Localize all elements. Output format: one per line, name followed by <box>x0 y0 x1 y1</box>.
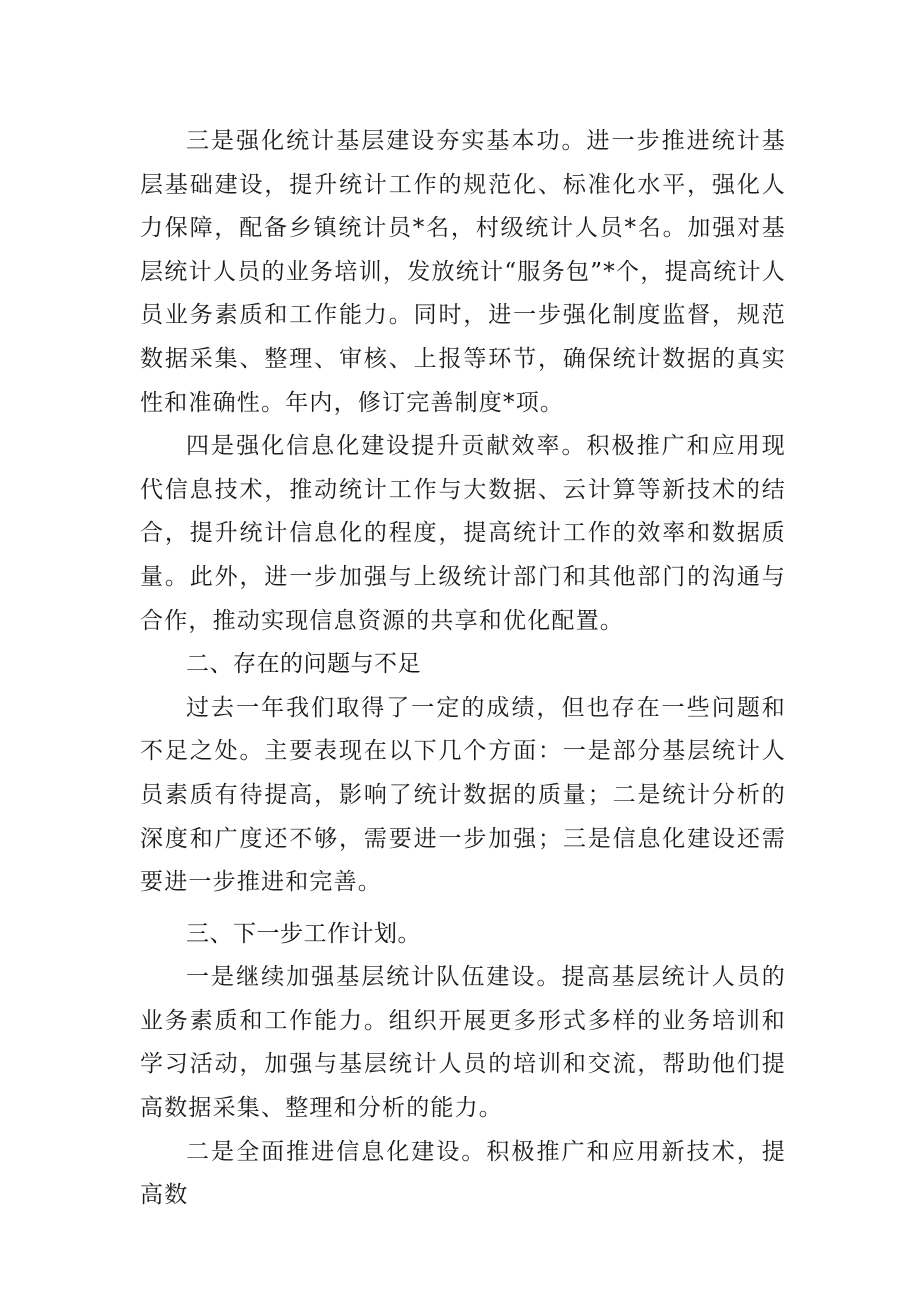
paragraph-problems: 过去一年我们取得了一定的成绩，但也存在一些问题和不足之处。主要表现在以下几个方面：一是部分基层统计人员素质有待提高，影响了统计数据的质量；二是统计分析的深度和广度还不够，需要进一步加强；三是信息化建设还需要进一步推进和完善。 <box>140 694 786 896</box>
section-heading-problems: 二、存在的问题与不足 <box>186 651 421 678</box>
paragraph-team-building: 一是继续加强基层统计队伍建设。提高基层统计人员的业务素质和工作能力。组织开展更多形式多样的业务培训和学习活动，加强与基层统计人员的培训和交流，帮助他们提高数据采集、整理和分析的能力。 <box>140 964 786 1122</box>
document-body <box>140 120 786 1218</box>
paragraph-informatization-plan: 二是全面推进信息化建设。积极推广和应用新技术，提高数 <box>140 1138 786 1209</box>
paragraph-informatization: 四是强化信息化建设提升贡献效率。积极推广和应用现代信息技术，推动统计工作与大数据、云计算等新技术的结合，提升统计信息化的程度，提高统计工作的效率和数据质量。此外，进一步加强与上级统计部门和其他部门的沟通与合作，推动实现信息资源的共享和优化配置。 <box>140 433 786 634</box>
paragraph-grassroots-construction: 三是强化统计基层建设夯实基本功。进一步推进统计基层基础建设，提升统计工作的规范化、标准化水平，强化人力保障，配备乡镇统计员*名，村级统计人员*名。加强对基层统计人员的业务培训，发放统计“服务包”*个，提高统计人员业务素质和工作能力。同时，进一步强化制度监督，规范数据采集、整理、审核、上报等环节，确保统计数据的真实性和准确性。年内，修订完善制度*项。 <box>140 128 786 416</box>
section-heading-next-plan: 三、下一步工作计划。 <box>186 920 421 947</box>
